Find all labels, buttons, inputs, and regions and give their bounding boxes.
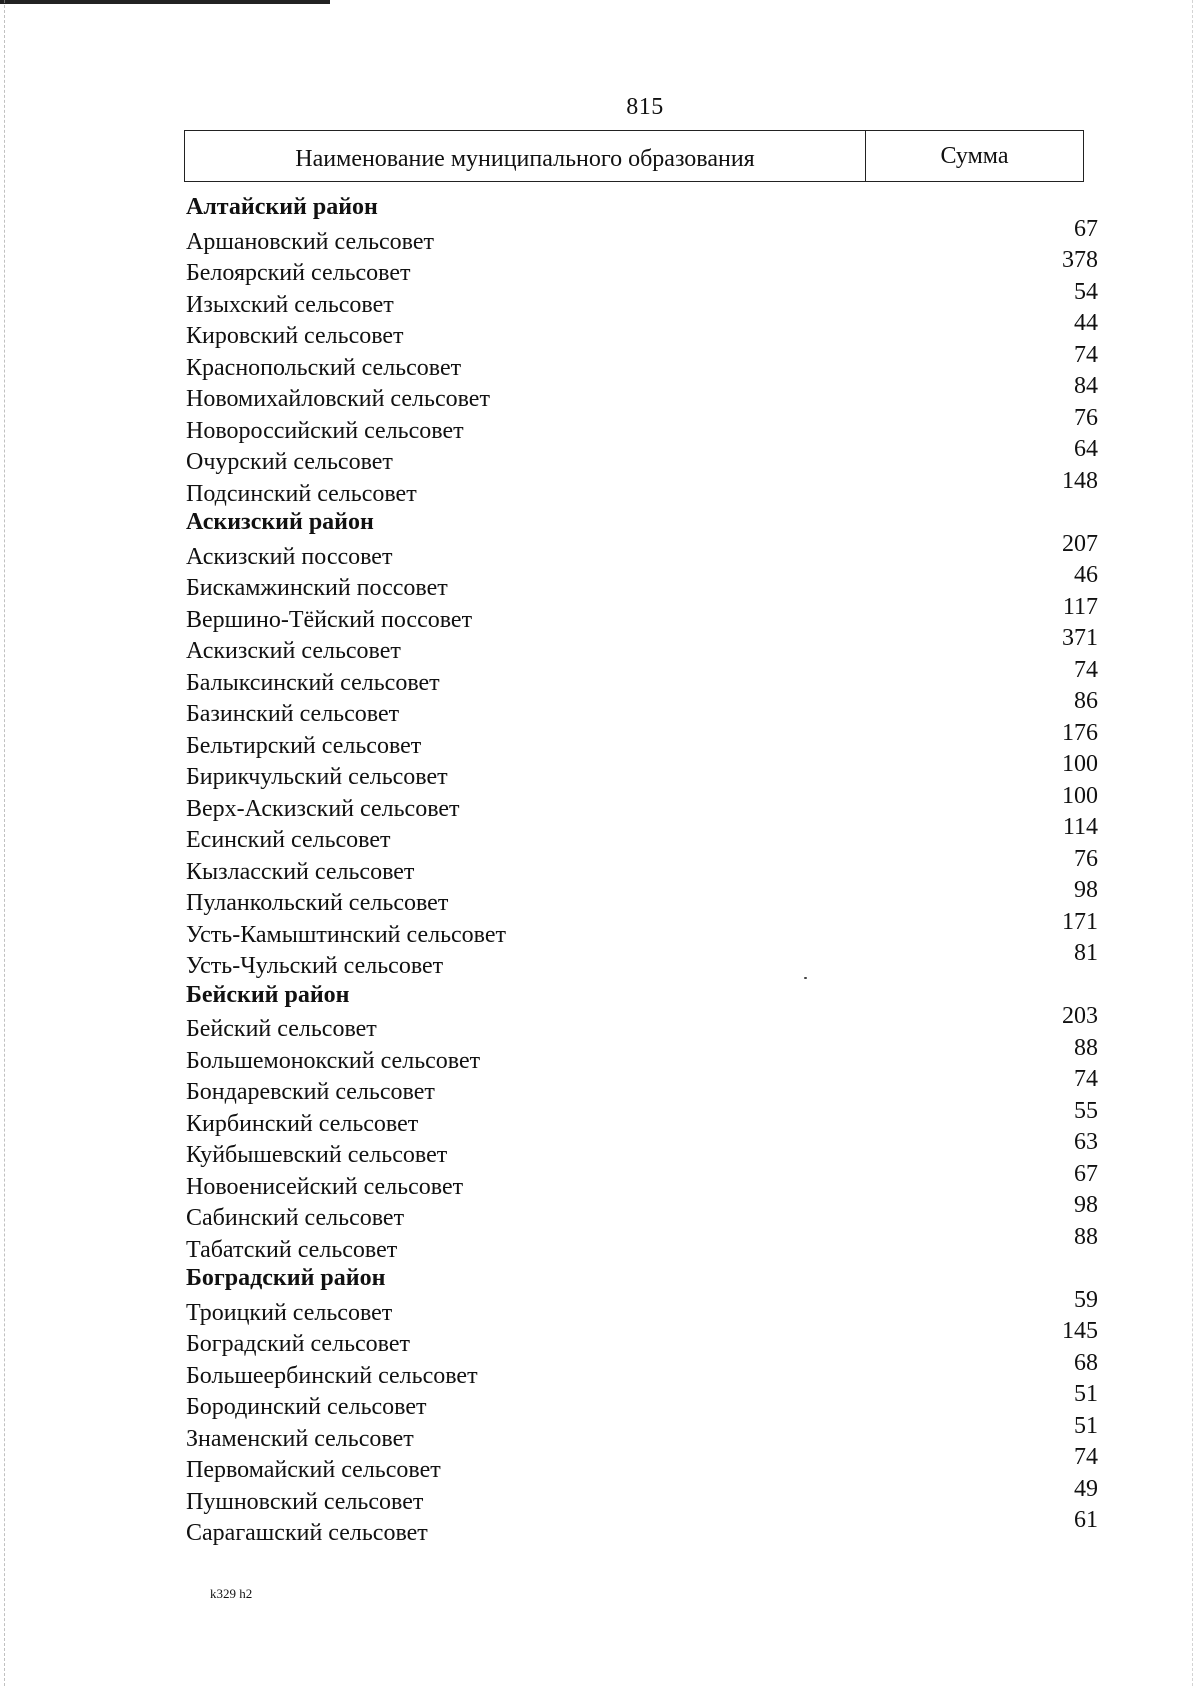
municipality-name: Бондаревский сельсовет	[186, 1079, 435, 1105]
sum-value: 114	[1062, 814, 1098, 840]
district-name: Алтайский район	[186, 194, 378, 220]
table-row	[186, 404, 1098, 445]
municipality-name: Куйбышевский сельсовет	[186, 1142, 448, 1168]
sum-value: 378	[1062, 247, 1098, 273]
district-heading-row	[186, 507, 1098, 539]
sum-value: 100	[1062, 782, 1098, 809]
page-number: 815	[626, 94, 664, 120]
municipality-name: Сарагашский сельсовет	[186, 1520, 428, 1546]
sum-value: 171	[1062, 908, 1098, 935]
table-row	[186, 1034, 1098, 1075]
table-row	[186, 1192, 1098, 1232]
municipality-name: Первомайский сельсовет	[186, 1457, 441, 1483]
header-sum-column: Сумма	[940, 143, 1009, 169]
sum-value: 203	[1062, 1003, 1098, 1029]
municipality-name: Кирбинский сельсовет	[186, 1110, 419, 1137]
table-row	[186, 877, 1098, 917]
table-row	[186, 1160, 1098, 1201]
table-row	[186, 593, 1098, 634]
municipality-name: Бискамжинский поссовет	[186, 575, 448, 601]
sum-value: 74	[1074, 656, 1098, 683]
table-row	[186, 341, 1098, 382]
table-row	[186, 1507, 1098, 1547]
municipality-name: Есинский сельсовет	[186, 827, 391, 853]
scan-artifact-left-edge	[4, 0, 6, 1686]
municipality-name: Изыхский сельсовет	[186, 291, 394, 318]
district-name: Аскизский район	[186, 509, 374, 535]
sum-value: 148	[1062, 467, 1098, 494]
municipality-name: Верх-Аскизский сельсовет	[186, 795, 460, 822]
municipality-name: Бельтирский сельсовет	[186, 732, 422, 759]
table-row	[186, 1444, 1098, 1484]
sum-value: 61	[1074, 1507, 1098, 1533]
municipality-name: Новоенисейский сельсовет	[186, 1173, 464, 1200]
municipality-name: Аскизский сельсовет	[186, 638, 401, 664]
table-row	[186, 782, 1098, 823]
sum-value: 64	[1074, 436, 1098, 462]
municipality-name: Троицкий сельсовет	[186, 1299, 393, 1326]
table-row	[186, 625, 1098, 665]
table-row	[186, 1286, 1098, 1327]
municipality-name: Бирикчульский сельсовет	[186, 764, 448, 790]
municipality-name: Пушновский сельсовет	[186, 1488, 424, 1515]
sum-value: 88	[1074, 1034, 1098, 1061]
district-name: Боградский район	[186, 1265, 386, 1291]
table-row	[186, 436, 1098, 476]
sum-value: 98	[1074, 1192, 1098, 1218]
table-row	[186, 373, 1098, 413]
municipality-name: Вершино-Тёйский поссовет	[186, 606, 473, 633]
municipality-name: Базинский сельсовет	[186, 701, 400, 727]
sum-value: 81	[1074, 940, 1098, 966]
table-row	[186, 1003, 1098, 1043]
table-row	[186, 1412, 1098, 1453]
sum-value: 54	[1074, 278, 1098, 305]
municipality-name: Сабинский сельсовет	[186, 1205, 405, 1231]
sum-value: 76	[1074, 845, 1098, 872]
sum-value: 49	[1074, 1475, 1098, 1502]
table-row	[186, 1129, 1098, 1169]
municipality-name: Новороссийский сельсовет	[186, 417, 464, 444]
municipality-name: Аскизский поссовет	[186, 543, 393, 570]
municipality-name: Усть-Чульский сельсовет	[186, 953, 444, 979]
table-row	[186, 1318, 1098, 1358]
sum-value: 68	[1074, 1349, 1098, 1376]
municipality-name: Кызласский сельсовет	[186, 858, 415, 885]
table-row	[186, 1097, 1098, 1138]
district-heading-row	[186, 1263, 1098, 1295]
table-row	[186, 751, 1098, 791]
table-row	[186, 719, 1098, 760]
district-name: Бейский район	[186, 981, 350, 1008]
sum-value: 63	[1074, 1129, 1098, 1155]
municipality-name: Бородинский сельсовет	[186, 1394, 427, 1420]
sum-value: 145	[1062, 1318, 1098, 1344]
sum-value: 98	[1074, 877, 1098, 903]
scan-artifact-top	[0, 0, 330, 4]
table-row	[186, 688, 1098, 728]
table-body	[186, 192, 1098, 1547]
sum-value: 74	[1074, 341, 1098, 368]
municipality-name: Усть-Камыштинский сельсовет	[186, 921, 507, 948]
table-row	[186, 467, 1098, 508]
sum-value: 44	[1074, 310, 1098, 336]
table-row	[186, 215, 1098, 256]
sum-value: 46	[1074, 562, 1098, 588]
sum-value: 55	[1074, 1097, 1098, 1124]
municipality-name: Очурский сельсовет	[186, 449, 393, 475]
district-heading-row	[186, 192, 1098, 224]
sum-value: 76	[1074, 404, 1098, 431]
table-row	[186, 1223, 1098, 1264]
table-row	[186, 530, 1098, 571]
municipality-name: Пуланкольский сельсовет	[186, 890, 449, 916]
table-row	[186, 908, 1098, 949]
sum-value: 51	[1074, 1412, 1098, 1439]
municipality-name: Большемонокский сельсовет	[186, 1047, 481, 1074]
municipality-name: Боградский сельсовет	[186, 1331, 410, 1357]
table-row	[186, 278, 1098, 319]
municipality-name: Новомихайловский сельсовет	[186, 386, 490, 412]
table-row	[186, 656, 1098, 697]
sum-value: 59	[1074, 1286, 1098, 1313]
table-row	[186, 1475, 1098, 1516]
district-heading-row	[186, 980, 1098, 1012]
municipality-name: Аршановский сельсовет	[186, 228, 435, 255]
municipality-name: Подсинский сельсовет	[186, 480, 417, 507]
table-row	[186, 310, 1098, 350]
sum-value: 117	[1062, 593, 1098, 620]
sum-value: 74	[1074, 1066, 1098, 1092]
municipality-name: Краснопольский сельсовет	[186, 354, 462, 381]
header-name-column: Наименование муниципального образования	[185, 131, 866, 181]
sum-value: 67	[1074, 1160, 1098, 1187]
municipality-name: Кировский сельсовет	[186, 323, 404, 349]
scan-artifact-right-edge	[1192, 0, 1194, 1686]
sum-value: 100	[1062, 751, 1098, 777]
sum-value: 67	[1074, 215, 1098, 242]
table-row	[186, 1066, 1098, 1106]
municipality-name: Большеербинский сельсовет	[186, 1362, 478, 1389]
table-row	[186, 562, 1098, 602]
table-row	[186, 247, 1098, 287]
table-row	[186, 845, 1098, 886]
sum-value: 176	[1062, 719, 1098, 746]
sum-value: 74	[1074, 1444, 1098, 1470]
table-row	[186, 940, 1098, 980]
footer-code: k329 h2	[210, 1586, 253, 1601]
municipality-name: Табатский сельсовет	[186, 1236, 398, 1263]
sum-value: 51	[1074, 1381, 1098, 1407]
table-row	[186, 1349, 1098, 1390]
municipality-name: Бейский сельсовет	[186, 1016, 377, 1042]
sum-value: 86	[1074, 688, 1098, 714]
municipality-name: Белоярский сельсовет	[186, 260, 411, 286]
sum-value: 207	[1062, 530, 1098, 557]
sum-value: 88	[1074, 1223, 1098, 1250]
municipality-name: Знаменский сельсовет	[186, 1425, 414, 1452]
table-row	[186, 1381, 1098, 1421]
table-header	[184, 130, 1084, 182]
scan-speck	[804, 977, 807, 979]
municipality-name: Балыксинский сельсовет	[186, 669, 440, 696]
sum-value: 371	[1062, 625, 1098, 651]
sum-value: 84	[1074, 373, 1098, 399]
table-row	[186, 814, 1098, 854]
